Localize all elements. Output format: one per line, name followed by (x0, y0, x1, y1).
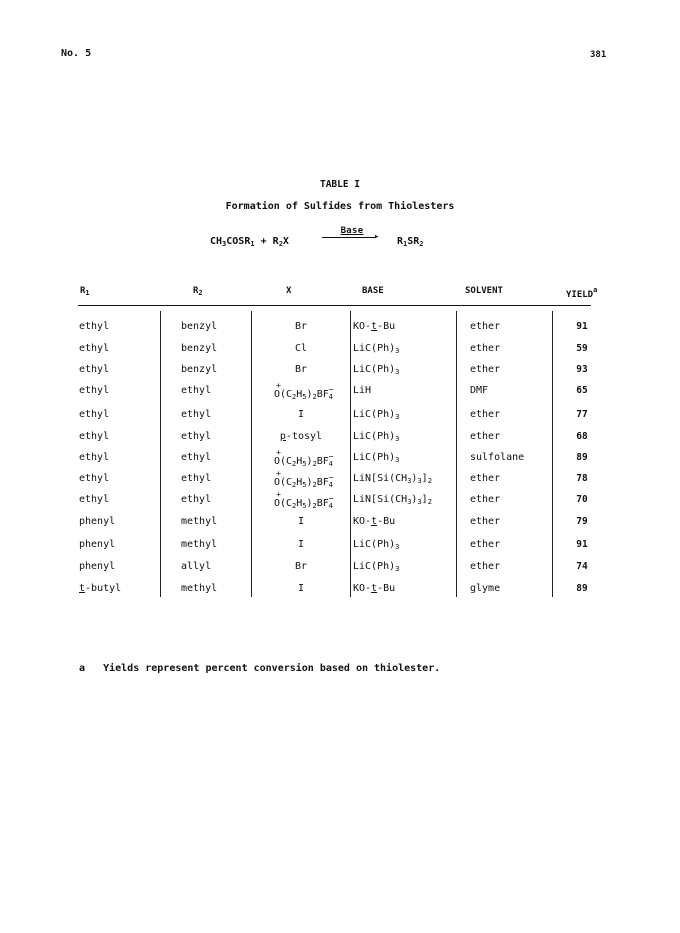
equation-product: $R_1SR_2$ (397, 236, 424, 248)
cell-yield: 91 (576, 321, 588, 332)
cell-r2: benzyl (181, 343, 218, 354)
cell-yield: 78 (576, 473, 588, 484)
cell-r1: ethyl (79, 409, 110, 420)
cell-yield: 68 (576, 431, 588, 442)
cell-yield: 70 (576, 494, 588, 505)
cell-r2: allyl (181, 561, 212, 572)
footnote-mark: a (79, 663, 86, 674)
footnote (79, 663, 440, 674)
cell-r2: methyl (181, 539, 218, 550)
table-caption: Formation of Sulfides from Thiolesters (225, 201, 455, 212)
cell-r1: phenyl (79, 561, 116, 572)
cell-yield: 59 (576, 343, 588, 354)
cell-r2: benzyl (181, 321, 218, 332)
arrow-line (322, 237, 376, 238)
cell-r1: phenyl (79, 516, 116, 527)
equation-plus: + (260, 236, 267, 247)
cell-base: $LiC(Ph)_3$ (353, 364, 400, 376)
cell-r2: ethyl (181, 452, 212, 463)
cell-solvent: ether (470, 343, 501, 354)
cell-x: I (297, 409, 305, 420)
cell-r2: ethyl (181, 431, 212, 442)
cell-x: $^+O(C_2H_5)_2BF^-_4$ (273, 490, 334, 510)
column-header-r2: $R_2$ (193, 286, 203, 297)
cell-x: I (297, 516, 305, 527)
cell-r1: ethyl (79, 364, 110, 375)
table-title: TABLE I (319, 179, 361, 190)
cell-r2: ethyl (181, 494, 212, 505)
cell-base: KO-t-Bu (353, 516, 396, 527)
cell-solvent: ether (470, 431, 501, 442)
cell-x: $^+O(C_2H_5)_2BF^-_4$ (273, 381, 334, 401)
cell-yield: 91 (576, 539, 588, 550)
column-header-base: BASE (362, 286, 384, 296)
yield-footnote-mark: a (593, 286, 598, 294)
cell-x: Br (294, 321, 308, 332)
cell-base: KO-t-Bu (353, 321, 396, 332)
equation-reactants (210, 236, 289, 248)
equation-reactant-1: $CH_3COSR_1$ (210, 236, 255, 248)
column-divider (350, 311, 351, 597)
column-header-x: X (286, 286, 292, 296)
cell-r2: ethyl (181, 385, 212, 396)
footnote-text: Yields represent percent conversion based on thiolester. (103, 663, 441, 674)
cell-base: $LiC(Ph)_3$ (353, 343, 400, 355)
yield-label: YIELD (566, 290, 594, 300)
cell-yield: 89 (576, 583, 588, 594)
cell-base: $LiC(Ph)_3$ (353, 561, 400, 573)
cell-base: $LiN[Si(CH_3)_3]_2$ (353, 473, 432, 485)
column-header-r1: $R_1$ (80, 286, 90, 297)
cell-solvent: ether (470, 473, 501, 484)
cell-x: p-tosyl (279, 431, 323, 442)
cell-x: $^+O(C_2H_5)_2BF^-_4$ (273, 469, 334, 489)
cell-base: $LiC(Ph)_3$ (353, 409, 400, 421)
cell-yield: 74 (576, 561, 588, 572)
cell-r1: ethyl (79, 494, 110, 505)
cell-yield: 65 (576, 385, 588, 396)
cell-x: Cl (294, 343, 308, 354)
cell-solvent: ether (470, 516, 501, 527)
cell-solvent: sulfolane (470, 452, 525, 463)
cell-solvent: ether (470, 321, 501, 332)
cell-yield: 89 (576, 452, 588, 463)
cell-base: KO-t-Bu (353, 583, 396, 594)
cell-x: I (297, 539, 305, 550)
cell-yield: 93 (576, 364, 588, 375)
equation-reactant-2: $R_2X$ (272, 236, 289, 248)
cell-r1: ethyl (79, 431, 110, 442)
cell-solvent: ether (470, 409, 501, 420)
cell-r2: benzyl (181, 364, 218, 375)
cell-r1: ethyl (79, 452, 110, 463)
cell-yield: 79 (576, 516, 588, 527)
cell-r2: ethyl (181, 409, 212, 420)
cell-base: $LiC(Ph)_3$ (353, 539, 400, 551)
column-divider (456, 311, 457, 597)
cell-base: $LiN[Si(CH_3)_3]_2$ (353, 494, 432, 506)
cell-r1: ethyl (79, 321, 110, 332)
cell-x: Br (294, 364, 308, 375)
column-header-solvent: SOLVENT (465, 286, 503, 296)
reaction-arrow (322, 226, 382, 242)
cell-x: Br (294, 561, 308, 572)
cell-base: LiH (353, 385, 372, 396)
column-header-yield (566, 286, 597, 300)
cell-yield: 77 (576, 409, 588, 420)
header-rule (78, 305, 591, 306)
column-divider (251, 311, 252, 597)
arrow-head-icon: ▸ (374, 232, 380, 242)
cell-r2: methyl (181, 516, 218, 527)
journal-issue: No. 5 (61, 48, 92, 59)
page-number: 381 (590, 50, 607, 60)
cell-x: I (297, 583, 305, 594)
cell-r1: ethyl (79, 473, 110, 484)
cell-r1: ethyl (79, 343, 110, 354)
cell-r1: t-butyl (79, 583, 122, 594)
column-divider (552, 311, 553, 597)
cell-r2: ethyl (181, 473, 212, 484)
cell-r2: methyl (181, 583, 218, 594)
cell-solvent: glyme (470, 583, 501, 594)
cell-base: $LiC(Ph)_3$ (353, 452, 400, 464)
cell-solvent: ether (470, 364, 501, 375)
cell-r1: ethyl (79, 385, 110, 396)
cell-base: $LiC(Ph)_3$ (353, 431, 400, 443)
cell-solvent: ether (470, 494, 501, 505)
arrow-label: Base (340, 226, 364, 236)
cell-solvent: ether (470, 539, 501, 550)
cell-solvent: ether (470, 561, 501, 572)
column-divider (160, 311, 161, 597)
cell-solvent: DMF (470, 385, 489, 396)
cell-x: $^+O(C_2H_5)_2BF^-_4$ (273, 448, 334, 468)
cell-r1: phenyl (79, 539, 116, 550)
